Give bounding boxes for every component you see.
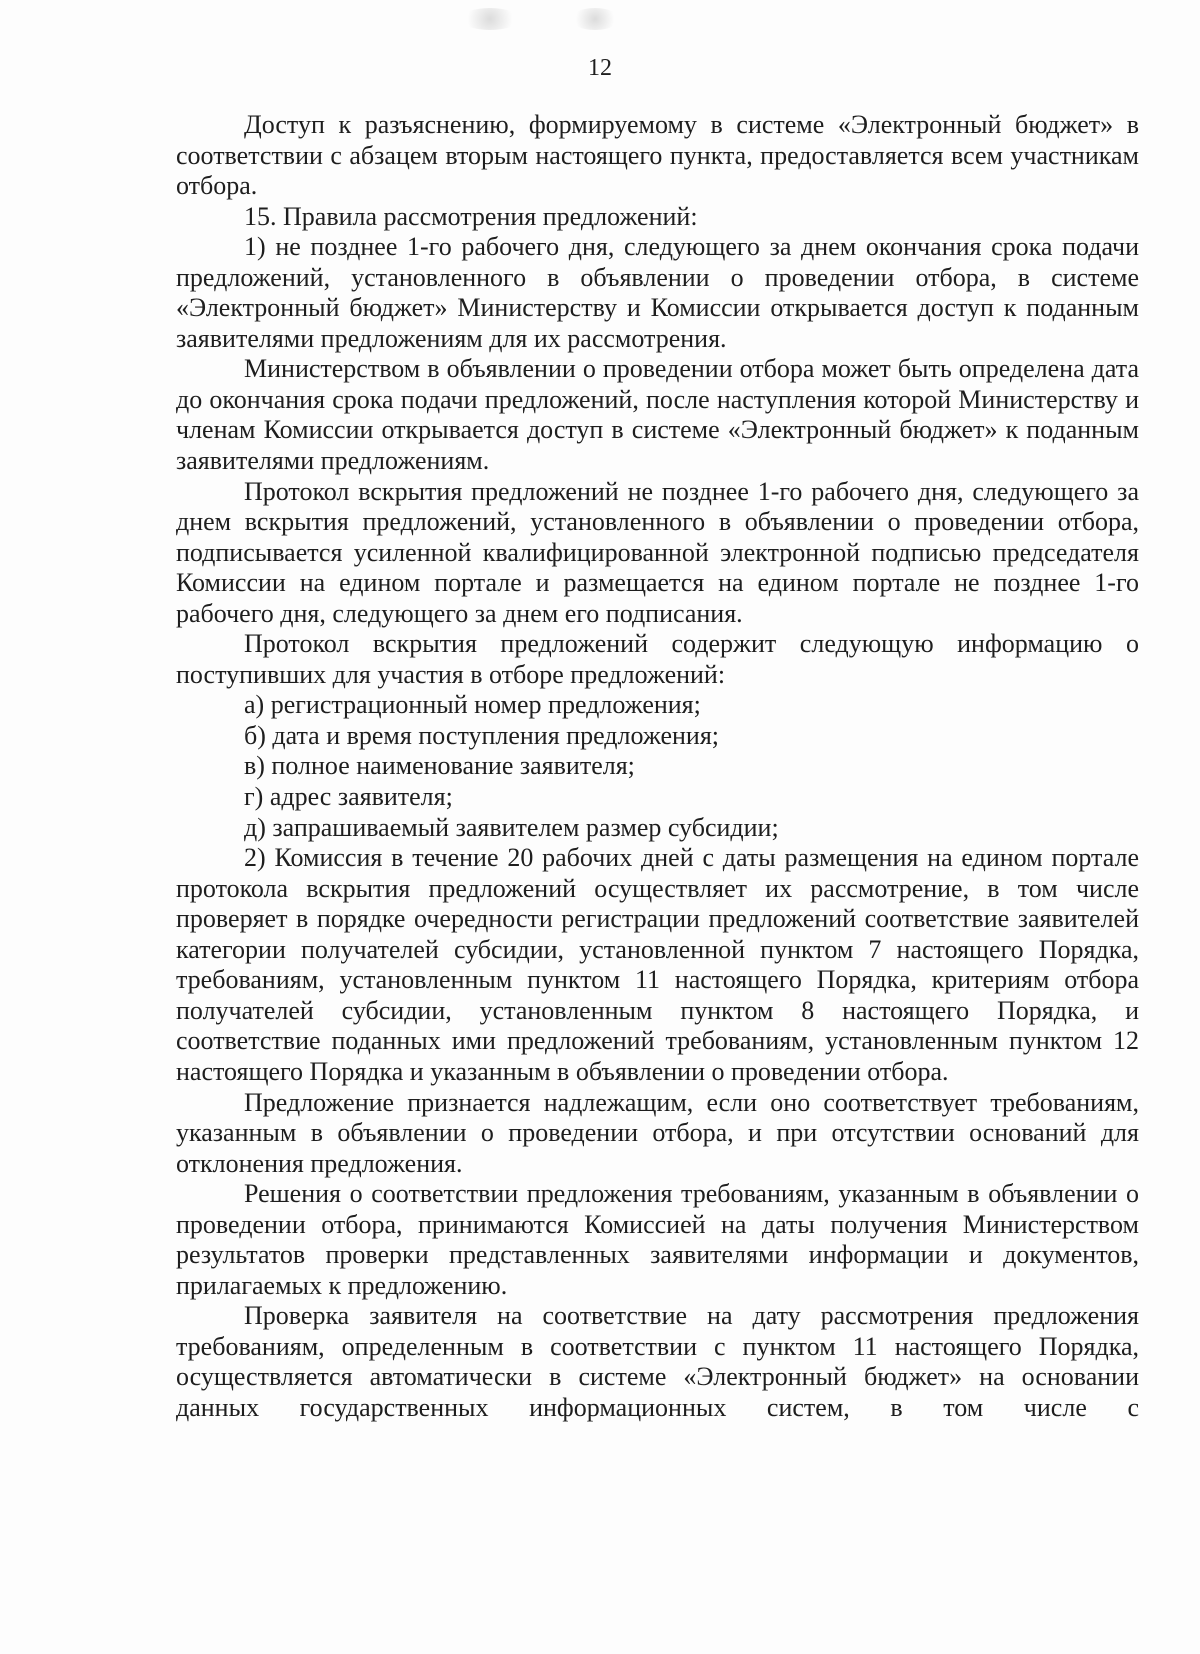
- paragraph: Проверка заявителя на соответствие на дату рассмотрения предложения требованиям, определенным в соответствии с пунктом 11 настоящего Порядка, осуществляется автоматически в системе «Электронный бюджет» на основании данных государственных информационных систем, в том числе с: [176, 1301, 1139, 1422]
- page-number: 12: [588, 55, 612, 81]
- paragraph: Доступ к разъяснению, формируемому в системе «Электронный бюджет» в соответствии с абзацем вторым настоящего пункта, предоставляется всем участникам отбора.: [176, 110, 1139, 201]
- scan-noise: [570, 8, 620, 30]
- paragraph: Решения о соответствии предложения требованиям, указанным в объявлении о проведении отбора, принимаются Комиссией на даты получения Министерством результатов проверки представленных заявителями информации и документов, прилагаемых к предложению.: [176, 1179, 1139, 1300]
- paragraph: 1) не позднее 1-го рабочего дня, следующего за днем окончания срока подачи предложений, установленного в объявлении о проведении отбора, в системе «Электронный бюджет» Министерству и Комиссии открывается доступ к поданным заявителями предложениям для их рассмотрения.: [176, 232, 1139, 353]
- list-item: а) регистрационный номер предложения;: [244, 690, 701, 720]
- paragraph: Министерством в объявлении о проведении отбора может быть определена дата до окончания срока подачи предложений, после наступления которой Министерству и членам Комиссии открывается доступ в системе «Электронный бюджет» к поданным заявителями предложениям.: [176, 354, 1139, 476]
- list-item: г) адрес заявителя;: [244, 782, 453, 812]
- list-item: д) запрашиваемый заявителем размер субсидии;: [244, 812, 779, 842]
- paragraph: Протокол вскрытия предложений не позднее 1-го рабочего дня, следующего за днем вскрытия предложений, установленного в объявлении о проведении отбора, подписывается усиленной квалифицированной электронной подписью председателя Комиссии на едином портале и размещается на едином портале не позднее 1-го рабочего дня, следующего за днем его подписания.: [176, 476, 1139, 628]
- list-item: в) полное наименование заявителя;: [244, 751, 635, 781]
- paragraph: Предложение признается надлежащим, если оно соответствует требованиям, указанным в объявлении о проведении отбора, и при отсутствии оснований для отклонения предложения.: [176, 1087, 1139, 1178]
- paragraph: 2) Комиссия в течение 20 рабочих дней с даты размещения на едином портале протокола вскрытия предложений осуществляет их рассмотрение, в том числе проверяет в порядке очередности регистрации предложений соответствие заявителей категории получателей субсидии, установленной пунктом 7 настоящего Порядка, требованиям, установленным пунктом 11 настоящего Порядка, критериям отбора получателей субсидии, установленным пунктом 8 настоящего Порядка, и соответствие поданных ими предложений требованиям, установленным пунктом 12 настоящего Порядка и указанным в объявлении о проведении отбора.: [176, 843, 1139, 1086]
- scan-noise: [460, 8, 520, 30]
- paragraph: Протокол вскрытия предложений содержит следующую информацию о поступивших для участия в отборе предложений:: [176, 629, 1139, 689]
- document-body: [176, 110, 1139, 1424]
- section-heading: 15. Правила рассмотрения предложений:: [244, 201, 698, 231]
- list-item: б) дата и время поступления предложения;: [244, 720, 720, 750]
